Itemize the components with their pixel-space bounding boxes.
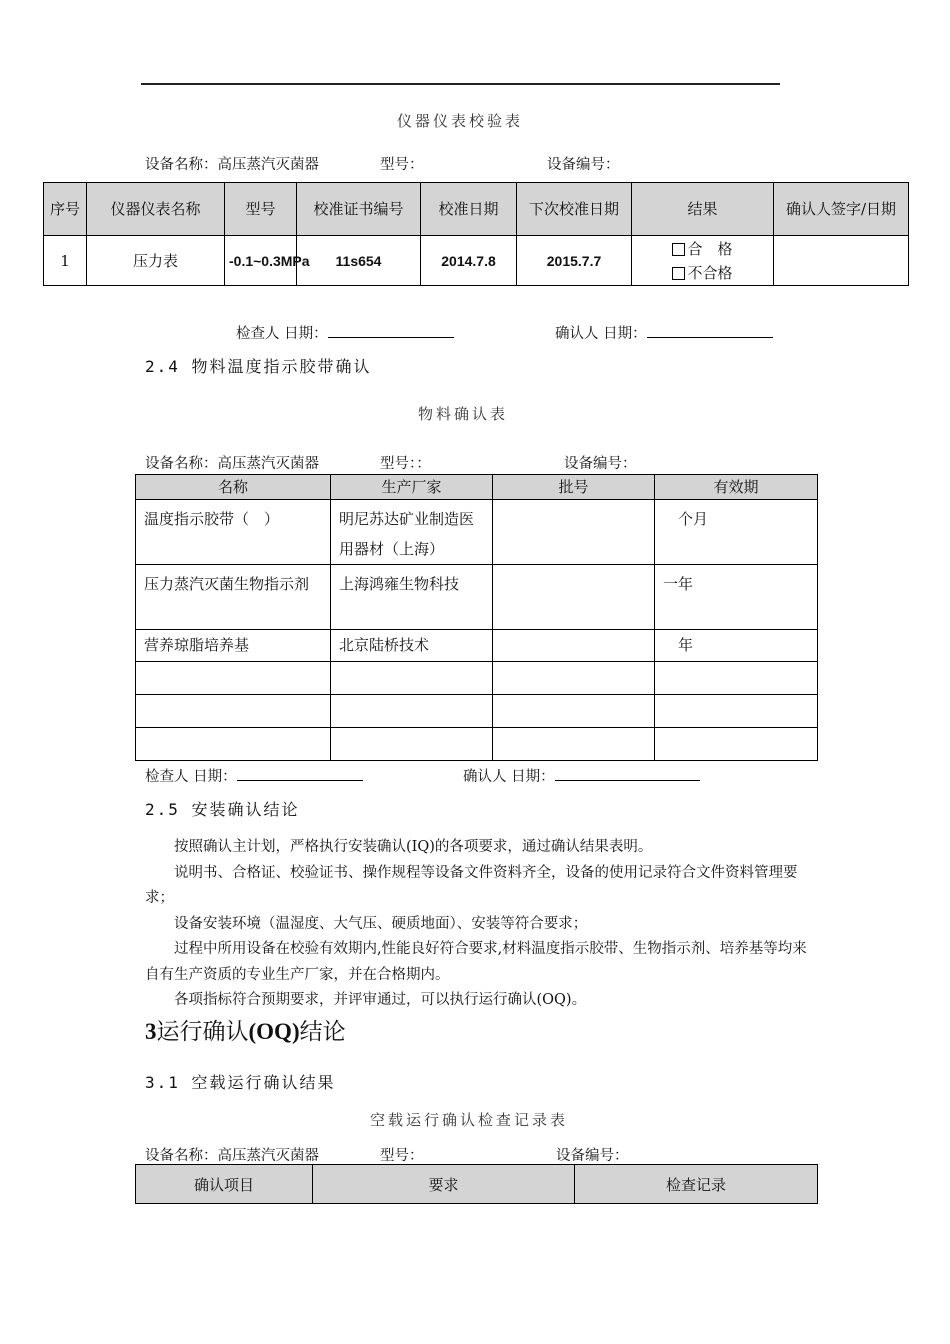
header-calibration-date: 校准日期: [421, 183, 517, 236]
calibration-number-label: 设备编号：: [547, 157, 620, 173]
cell-valid-period[interactable]: [655, 695, 818, 728]
table-row: [136, 565, 818, 630]
cell-name: 温度指示胶带（ ）: [136, 500, 331, 565]
no-load-table: [135, 1164, 818, 1204]
conclusion-paragraph: 过程中所用设备在校验有效期内,性能良好符合要求,材料温度指示胶带、生物指示剂、培养基等均来自有生产资质的专业生产厂家，并在合格期内。: [145, 941, 807, 983]
calibration-table-caption: 仪器仪表校验表: [397, 112, 524, 130]
header-valid-period: 有效期: [655, 475, 818, 500]
cell-next-calibration-date: 2015.7.7: [517, 236, 632, 286]
cell-batch[interactable]: [493, 500, 655, 565]
section-2-4-title: 2.4 物料温度指示胶带确认: [145, 357, 372, 376]
calibration-confirmer-sign: 确认人 日期：: [555, 322, 773, 343]
conclusion-text: [145, 835, 815, 1014]
checkbox-icon: [672, 267, 685, 280]
header-model: 型号: [225, 183, 297, 236]
header-confirmer-signature: 确认人签字/日期: [774, 183, 909, 236]
material-device-name: 设备名称：高压蒸汽灭菌器: [145, 456, 319, 472]
cell-name: 营养琼脂培养基: [136, 630, 331, 662]
cell-calibration-date: 2014.7.8: [421, 236, 517, 286]
table-row: [136, 500, 818, 565]
confirmer-sign-line[interactable]: [647, 323, 773, 338]
cell-valid-period: 年: [655, 630, 818, 662]
header-instrument-name: 仪器仪表名称: [87, 183, 225, 236]
cell-valid-period[interactable]: [655, 662, 818, 695]
cell-valid-period: 一年: [655, 565, 818, 630]
section-3-1-title: 3.1 空载运行确认结果: [145, 1073, 336, 1092]
cell-name[interactable]: [136, 662, 331, 695]
cell-model: -0.1~0.3MPa: [225, 236, 297, 286]
cell-seq: 1: [44, 236, 87, 286]
cell-batch[interactable]: [493, 728, 655, 761]
material-model-label: 型号：：: [380, 456, 431, 472]
table-row: [136, 630, 818, 662]
cell-name[interactable]: [136, 728, 331, 761]
material-number-label: 设备编号：: [564, 456, 637, 472]
calibration-device-name: 设备名称：高压蒸汽灭菌器: [145, 157, 319, 173]
result-fail-option[interactable]: 不合格: [636, 261, 769, 285]
confirmer-sign-line[interactable]: [555, 766, 700, 781]
cell-batch[interactable]: [493, 630, 655, 662]
top-rule: [141, 83, 780, 85]
cell-batch[interactable]: [493, 695, 655, 728]
cell-name[interactable]: [136, 695, 331, 728]
material-table-caption: 物料确认表: [418, 405, 509, 423]
cell-result: [632, 236, 774, 286]
cell-manufacturer: 北京陆桥技术: [331, 630, 493, 662]
material-checker-sign: 检查人 日期：: [145, 765, 363, 786]
cell-valid-period[interactable]: [655, 728, 818, 761]
material-confirmer-sign: 确认人 日期：: [463, 765, 700, 786]
table-row: [136, 662, 818, 695]
checkbox-icon: [672, 243, 685, 256]
no-load-table-caption: 空载运行确认检查记录表: [370, 1111, 569, 1129]
no-load-number-label: 设备编号：: [556, 1148, 629, 1164]
checker-sign-line[interactable]: [237, 766, 363, 781]
no-load-device-name: 设备名称：高压蒸汽灭菌器: [145, 1148, 319, 1164]
no-load-model-label: 型号：: [380, 1148, 424, 1164]
cell-batch[interactable]: [493, 662, 655, 695]
header-check-record: 检查记录: [575, 1165, 818, 1204]
calibration-model-label: 型号：: [380, 157, 424, 173]
result-pass-option[interactable]: 合 格: [636, 237, 769, 261]
section-3-heading: 3运行确认(OQ)结论: [145, 1019, 346, 1045]
conclusion-paragraph: 各项指标符合预期要求，并评审通过，可以执行运行确认(OQ)。: [174, 992, 587, 1008]
cell-batch[interactable]: [493, 565, 655, 630]
header-name: 名称: [136, 475, 331, 500]
header-result: 结果: [632, 183, 774, 236]
section-2-5-title: 2.5 安装确认结论: [145, 800, 300, 819]
checker-sign-line[interactable]: [328, 323, 454, 338]
cell-manufacturer: 明尼苏达矿业制造医用器材（上海）: [331, 500, 493, 565]
table-row: [136, 728, 818, 761]
table-row: [136, 695, 818, 728]
cell-manufacturer[interactable]: [331, 662, 493, 695]
header-seq: 序号: [44, 183, 87, 236]
cell-manufacturer[interactable]: [331, 695, 493, 728]
header-cert-number: 校准证书编号: [297, 183, 421, 236]
header-manufacturer: 生产厂家: [331, 475, 493, 500]
cell-name: 压力蒸汽灭菌生物指示剂: [136, 565, 331, 630]
conclusion-paragraph: 说明书、合格证、校验证书、操作规程等设备文件资料齐全，设备的使用记录符合文件资料管理要求；: [145, 864, 798, 906]
table-row: [44, 236, 909, 286]
conclusion-paragraph: 按照确认主计划，严格执行安装确认(IQ)的各项要求，通过确认结果表明。: [174, 839, 653, 855]
cell-instrument-name: 压力表: [87, 236, 225, 286]
conclusion-paragraph: 设备安装环境（温湿度、大气压、硬质地面）、安装等符合要求；: [174, 915, 588, 932]
header-check-item: 确认项目: [136, 1165, 313, 1204]
header-next-calibration-date: 下次校准日期: [517, 183, 632, 236]
cell-valid-period: 个月: [655, 500, 818, 565]
cell-cert-number: 11s654: [297, 236, 421, 286]
cell-confirmer-signature[interactable]: [774, 236, 909, 286]
cell-manufacturer[interactable]: [331, 728, 493, 761]
material-table: [135, 474, 818, 761]
cell-manufacturer: 上海鸿雍生物科技: [331, 565, 493, 630]
calibration-checker-sign: 检查人 日期：: [236, 322, 454, 343]
header-batch: 批号: [493, 475, 655, 500]
header-requirement: 要求: [313, 1165, 575, 1204]
calibration-table: [43, 182, 909, 286]
